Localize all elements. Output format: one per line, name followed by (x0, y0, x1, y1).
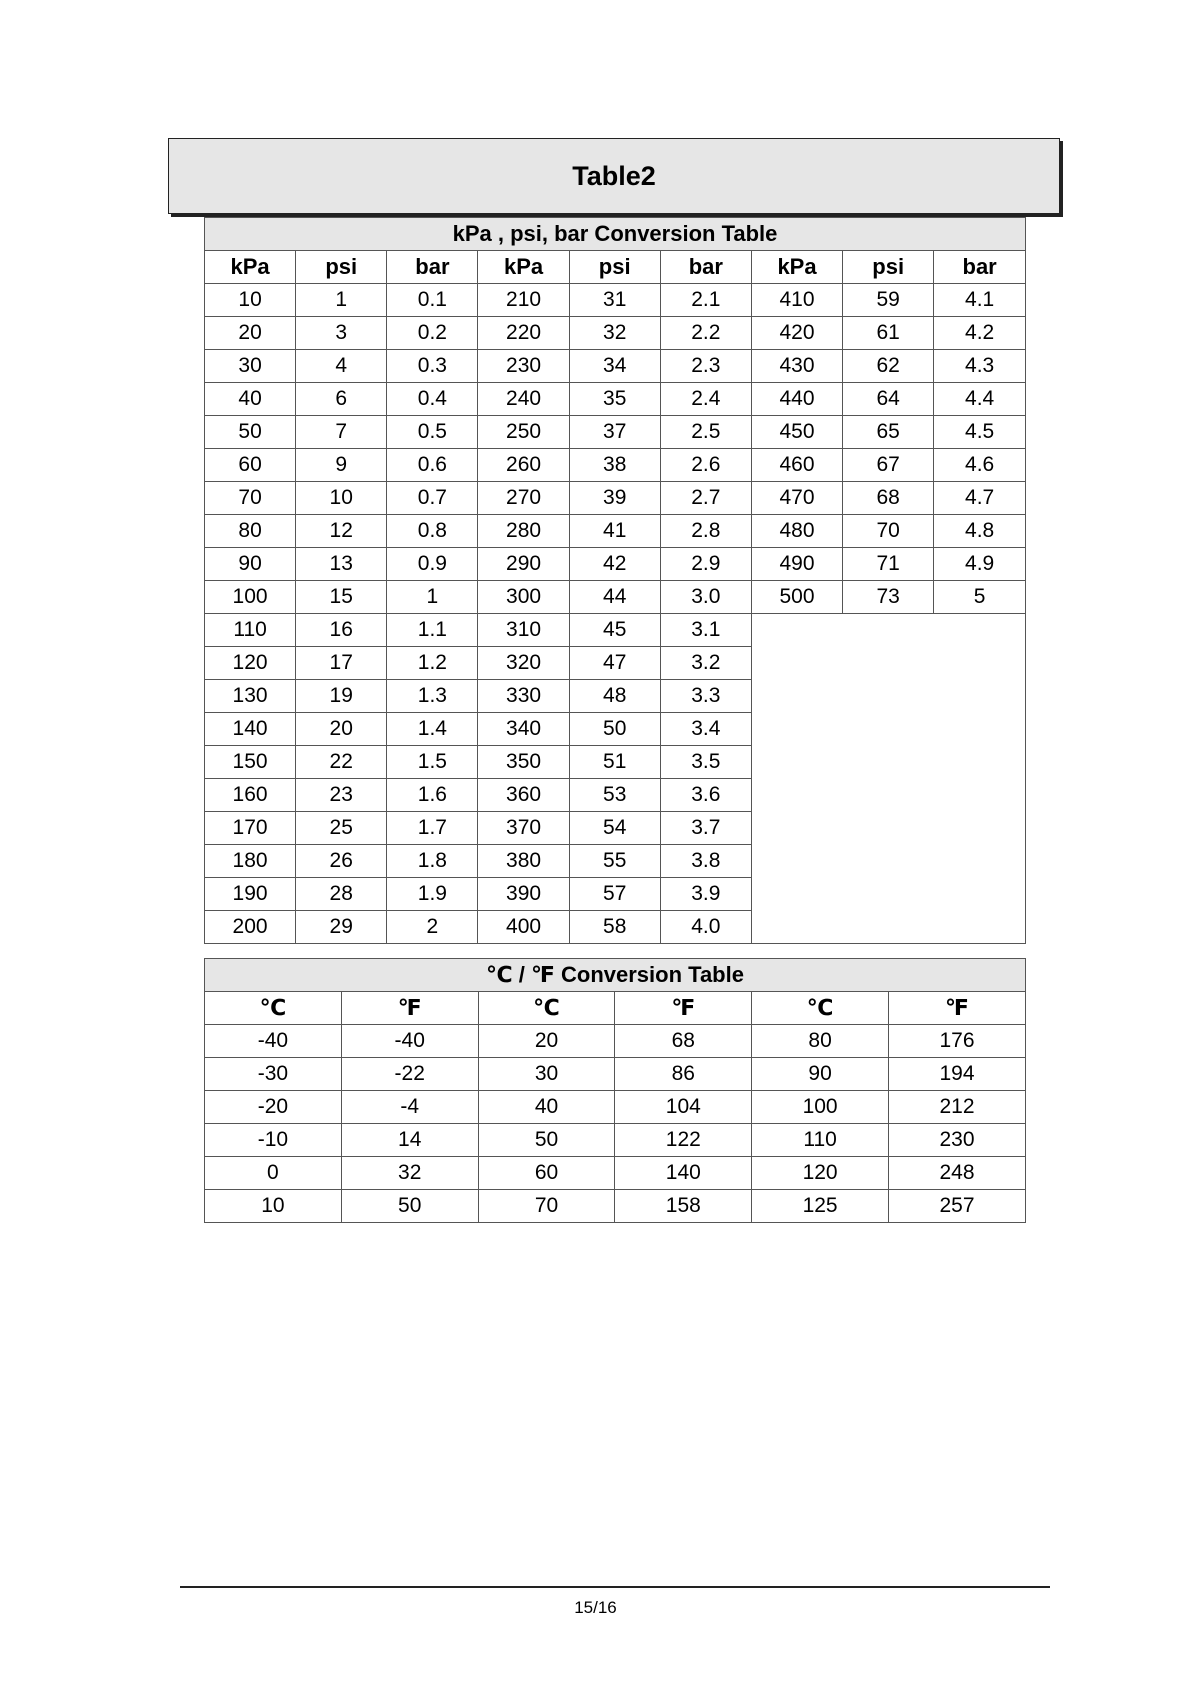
table-cell: 2.3 (660, 350, 751, 383)
table-cell: 125 (752, 1190, 889, 1223)
column-header: ℉ (341, 992, 478, 1025)
table-row (205, 614, 1026, 647)
table-cell: 51 (569, 746, 660, 779)
table-cell: -10 (205, 1124, 342, 1157)
table-cell: 490 (751, 548, 842, 581)
table-cell: 3.5 (660, 746, 751, 779)
column-header: psi (569, 251, 660, 284)
table-cell: 70 (205, 482, 296, 515)
table-row (205, 1025, 1026, 1058)
table-cell: 0.2 (387, 317, 478, 350)
table-cell: 44 (569, 581, 660, 614)
table-cell: 3.1 (660, 614, 751, 647)
table-caption: kPa , psi, bar Conversion Table (205, 218, 1026, 251)
table-cell: 40 (205, 383, 296, 416)
table-cell: 4.7 (934, 482, 1026, 515)
table-cell: 230 (478, 350, 569, 383)
table-cell: 240 (478, 383, 569, 416)
table-cell: 29 (296, 911, 387, 944)
table-cell: 1.3 (387, 680, 478, 713)
table-cell: 410 (751, 284, 842, 317)
table-cell: 2.6 (660, 449, 751, 482)
table-cell: 12 (296, 515, 387, 548)
table-row (205, 350, 1026, 383)
table-cell: 50 (478, 1124, 615, 1157)
table-cell: 330 (478, 680, 569, 713)
table-cell: 176 (888, 1025, 1025, 1058)
table-cell: 48 (569, 680, 660, 713)
table-row (205, 317, 1026, 350)
table-cell: 19 (296, 680, 387, 713)
table-cell: 13 (296, 548, 387, 581)
table-cell: 2.4 (660, 383, 751, 416)
header-row (205, 251, 1026, 284)
header-row (205, 992, 1026, 1025)
table-cell: 64 (843, 383, 934, 416)
table-cell: 160 (205, 779, 296, 812)
table-cell: 7 (296, 416, 387, 449)
column-header: bar (934, 251, 1026, 284)
table-row (205, 1091, 1026, 1124)
table-cell: 25 (296, 812, 387, 845)
table-cell: 3.8 (660, 845, 751, 878)
table-cell: 14 (341, 1124, 478, 1157)
table-cell: 120 (752, 1157, 889, 1190)
column-header: bar (387, 251, 478, 284)
table-cell: 0.1 (387, 284, 478, 317)
table-cell: 1.2 (387, 647, 478, 680)
table-cell: 55 (569, 845, 660, 878)
table-cell: 390 (478, 878, 569, 911)
table-cell: 3.4 (660, 713, 751, 746)
table-cell: 1.1 (387, 614, 478, 647)
table-cell: 3.2 (660, 647, 751, 680)
table-cell: 60 (205, 449, 296, 482)
column-header: ℉ (888, 992, 1025, 1025)
table-cell: 0.4 (387, 383, 478, 416)
table-cell: 430 (751, 350, 842, 383)
table-cell: 0.5 (387, 416, 478, 449)
table-cell: 3 (296, 317, 387, 350)
table-cell: 32 (341, 1157, 478, 1190)
table-cell: 3.0 (660, 581, 751, 614)
table-cell: 0 (205, 1157, 342, 1190)
table-cell: 45 (569, 614, 660, 647)
table-cell: 120 (205, 647, 296, 680)
table-row (205, 416, 1026, 449)
table-cell: 200 (205, 911, 296, 944)
table-cell: 380 (478, 845, 569, 878)
table-cell: -30 (205, 1058, 342, 1091)
table-cell: 4 (296, 350, 387, 383)
table-cell: 470 (751, 482, 842, 515)
table-cell: -20 (205, 1091, 342, 1124)
table-cell: 70 (478, 1190, 615, 1223)
table-cell: 5 (934, 581, 1026, 614)
table-row (205, 284, 1026, 317)
table-cell: 4.4 (934, 383, 1026, 416)
table-row (205, 1058, 1026, 1091)
table-cell: 4.3 (934, 350, 1026, 383)
table-cell: 37 (569, 416, 660, 449)
table-cell: 340 (478, 713, 569, 746)
table-row (205, 383, 1026, 416)
table-cell: 4.5 (934, 416, 1026, 449)
table-cell: 2.7 (660, 482, 751, 515)
table-cell: 210 (478, 284, 569, 317)
table-cell: 50 (341, 1190, 478, 1223)
table-cell: 370 (478, 812, 569, 845)
table-cell: 34 (569, 350, 660, 383)
table-cell: 35 (569, 383, 660, 416)
table-cell: 480 (751, 515, 842, 548)
table-cell: 10 (205, 284, 296, 317)
table-cell: 248 (888, 1157, 1025, 1190)
table-cell: 58 (569, 911, 660, 944)
document-title: Table2 (168, 138, 1060, 214)
table-cell: 39 (569, 482, 660, 515)
table-cell: 59 (843, 284, 934, 317)
table-cell: 2.8 (660, 515, 751, 548)
table-cell: 450 (751, 416, 842, 449)
caption-row (205, 959, 1026, 992)
table-cell: 17 (296, 647, 387, 680)
table-cell: 20 (205, 317, 296, 350)
table-cell: 80 (205, 515, 296, 548)
table-cell: 190 (205, 878, 296, 911)
table-cell: 180 (205, 845, 296, 878)
table-cell: 71 (843, 548, 934, 581)
table-cell: 23 (296, 779, 387, 812)
column-header: ℉ (615, 992, 752, 1025)
table-cell: 62 (843, 350, 934, 383)
table-cell: 270 (478, 482, 569, 515)
table-cell: 1 (296, 284, 387, 317)
table-cell: 60 (478, 1157, 615, 1190)
table-cell: 2.2 (660, 317, 751, 350)
table-row (205, 482, 1026, 515)
table-cell: 2.9 (660, 548, 751, 581)
table-cell: 140 (205, 713, 296, 746)
table-cell: 0.6 (387, 449, 478, 482)
table-cell: 440 (751, 383, 842, 416)
table-row (205, 1124, 1026, 1157)
table-cell: 80 (752, 1025, 889, 1058)
table-row (205, 449, 1026, 482)
table-cell: 30 (478, 1058, 615, 1091)
column-header: ℃ (478, 992, 615, 1025)
table-cell: 0.7 (387, 482, 478, 515)
table-cell: 67 (843, 449, 934, 482)
table-cell: 158 (615, 1190, 752, 1223)
table-cell: 300 (478, 581, 569, 614)
table-cell: 460 (751, 449, 842, 482)
table-cell: -40 (205, 1025, 342, 1058)
table-cell: 290 (478, 548, 569, 581)
table-cell: 150 (205, 746, 296, 779)
table-cell: 32 (569, 317, 660, 350)
table-cell: 500 (751, 581, 842, 614)
column-header: ℃ (752, 992, 889, 1025)
table-cell: 400 (478, 911, 569, 944)
table-cell: 230 (888, 1124, 1025, 1157)
table-cell: 0.3 (387, 350, 478, 383)
table-row (205, 1157, 1026, 1190)
table-cell: 170 (205, 812, 296, 845)
table-row (205, 1190, 1026, 1223)
table-cell: 53 (569, 779, 660, 812)
table-cell: 30 (205, 350, 296, 383)
table-cell: 1.9 (387, 878, 478, 911)
table-cell: 360 (478, 779, 569, 812)
empty-area (751, 614, 1025, 944)
temperature-conversion-table (204, 958, 1026, 1223)
column-header: kPa (478, 251, 569, 284)
column-header: kPa (751, 251, 842, 284)
caption-row (205, 218, 1026, 251)
table-cell: 15 (296, 581, 387, 614)
column-header: ℃ (205, 992, 342, 1025)
table-cell: 260 (478, 449, 569, 482)
table-cell: 61 (843, 317, 934, 350)
table-cell: 0.8 (387, 515, 478, 548)
table-cell: 4.1 (934, 284, 1026, 317)
table-cell: 280 (478, 515, 569, 548)
table-cell: 1.6 (387, 779, 478, 812)
table-cell: 4.9 (934, 548, 1026, 581)
table-cell: 10 (205, 1190, 342, 1223)
column-header: psi (296, 251, 387, 284)
table-cell: 310 (478, 614, 569, 647)
column-header: psi (843, 251, 934, 284)
footer-divider (180, 1586, 1050, 1588)
table-row (205, 581, 1026, 614)
table-cell: 100 (752, 1091, 889, 1124)
table-cell: 1 (387, 581, 478, 614)
table-cell: 3.7 (660, 812, 751, 845)
table-cell: 73 (843, 581, 934, 614)
table-cell: 47 (569, 647, 660, 680)
table-cell: 68 (843, 482, 934, 515)
table-cell: 2 (387, 911, 478, 944)
table-cell: 4.2 (934, 317, 1026, 350)
table-cell: 257 (888, 1190, 1025, 1223)
table-row (205, 548, 1026, 581)
table-cell: 0.9 (387, 548, 478, 581)
page-number: 15/16 (574, 1598, 617, 1617)
table-cell: -4 (341, 1091, 478, 1124)
table-cell: 50 (205, 416, 296, 449)
table-cell: 54 (569, 812, 660, 845)
table-cell: 68 (615, 1025, 752, 1058)
table-cell: 26 (296, 845, 387, 878)
table-cell: 250 (478, 416, 569, 449)
table-cell: 65 (843, 416, 934, 449)
table-cell: 110 (205, 614, 296, 647)
table-cell: 104 (615, 1091, 752, 1124)
table-cell: 20 (296, 713, 387, 746)
table-cell: 1.5 (387, 746, 478, 779)
table-cell: 20 (478, 1025, 615, 1058)
table-cell: 90 (205, 548, 296, 581)
table-cell: 1.7 (387, 812, 478, 845)
table-cell: 6 (296, 383, 387, 416)
table-cell: 140 (615, 1157, 752, 1190)
table-cell: 70 (843, 515, 934, 548)
table-cell: 9 (296, 449, 387, 482)
table-cell: 4.6 (934, 449, 1026, 482)
table-cell: -40 (341, 1025, 478, 1058)
table-cell: 4.8 (934, 515, 1026, 548)
table-cell: 57 (569, 878, 660, 911)
table-cell: 10 (296, 482, 387, 515)
table-cell: 40 (478, 1091, 615, 1124)
table-cell: 86 (615, 1058, 752, 1091)
table-cell: 110 (752, 1124, 889, 1157)
table-cell: 212 (888, 1091, 1025, 1124)
table-cell: 38 (569, 449, 660, 482)
column-header: bar (660, 251, 751, 284)
table-cell: 122 (615, 1124, 752, 1157)
column-header: kPa (205, 251, 296, 284)
table-cell: 100 (205, 581, 296, 614)
table-cell: 220 (478, 317, 569, 350)
table-cell: -22 (341, 1058, 478, 1091)
table-cell: 31 (569, 284, 660, 317)
table-cell: 28 (296, 878, 387, 911)
table-cell: 41 (569, 515, 660, 548)
table-cell: 2.1 (660, 284, 751, 317)
table-cell: 1.4 (387, 713, 478, 746)
table-cell: 16 (296, 614, 387, 647)
table-cell: 1.8 (387, 845, 478, 878)
table-cell: 3.6 (660, 779, 751, 812)
table-row (205, 515, 1026, 548)
table-cell: 4.0 (660, 911, 751, 944)
table-cell: 22 (296, 746, 387, 779)
table-cell: 130 (205, 680, 296, 713)
table-cell: 3.3 (660, 680, 751, 713)
table-caption: ℃ / ℉ Conversion Table (205, 959, 1026, 992)
table-cell: 42 (569, 548, 660, 581)
table-cell: 50 (569, 713, 660, 746)
table-cell: 350 (478, 746, 569, 779)
table-cell: 420 (751, 317, 842, 350)
table-cell: 2.5 (660, 416, 751, 449)
pressure-conversion-table (204, 217, 1026, 944)
table-cell: 320 (478, 647, 569, 680)
table-cell: 3.9 (660, 878, 751, 911)
table-cell: 194 (888, 1058, 1025, 1091)
table-cell: 90 (752, 1058, 889, 1091)
